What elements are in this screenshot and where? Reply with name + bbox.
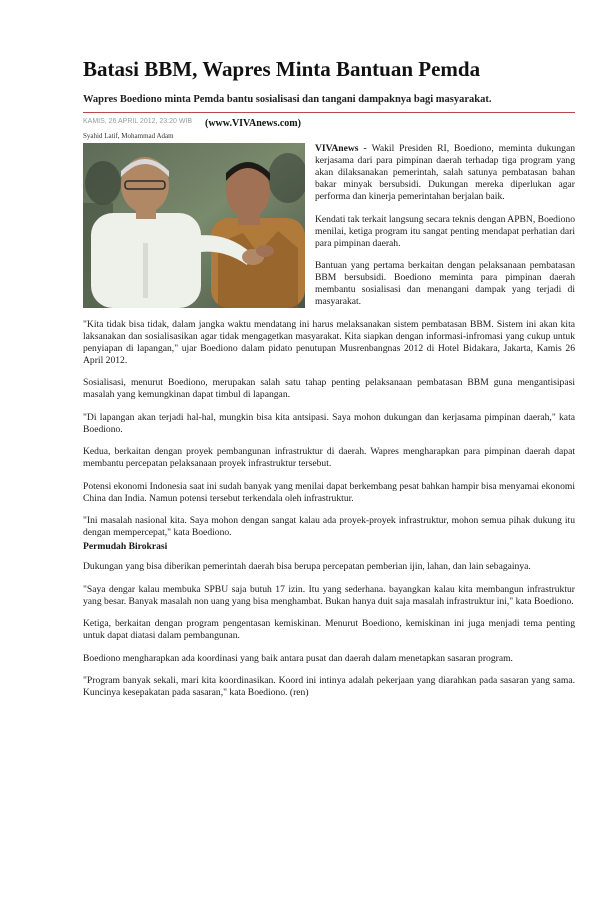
paragraph-4: "Kita tidak bisa tidak, dalam jangka waktu mendatang ini harus melaksanakan sistem pembatasan BBM. Sistem ini akan kita laksanakan dan sosialisasikan agar tidak mengagetkan masyarakat. Kita siapkan dengan informasi-infromasi yang cukup untuk penyiapan di lapangan," ujar Boediono dalam pidato penutupan Musrenbangnas 2012 di Hotel Bidakara, Jakarta, Kamis 26 April 2012. (83, 318, 575, 366)
paragraph-7: Kedua, berkaitan dengan proyek pembangunan infrastruktur di daerah. Wapres mengharapkan para pimpinan daerah dapat membantu percepatan pelaksanaan proyek infrastruktur tersebut. (83, 446, 575, 469)
paragraph-12: Ketiga, berkaitan dengan program pengentasan kemiskinan. Menurut Boediono, kemiskinan ini juga menjadi tema penting untuk dapat diatasi dalam pembangunan. (83, 618, 575, 641)
paragraph-5: Sosialisasi, menurut Boediono, merupakan salah satu tahap penting pelaksanaan pembatasan BBM guna mengantisipasi masalah yang kemungkinan dapat timbul di lapangan. (83, 377, 575, 400)
paragraph-10: Dukungan yang bisa diberikan pemerintah daerah bisa berupa percepatan pemberian ijin, lahan, dan lain sebagainya. (83, 561, 531, 572)
paragraph-11: "Saya dengar kalau membuka SPBU saja butuh 17 izin. Itu yang sederhana. bayangkan kalau kita membangun infrastruktur yang besar. Banyak masalah non uang yang bisa menghambat. Bukan hanya duit saja masalah infrastruktur ini," kata Boediono. (83, 583, 575, 607)
paragraph-6: "Di lapangan akan terjadi hal-hal, mungkin bisa kita antsipasi. Saya mohon dukungan dan kerjasama pimpinan daerah," kata Boediono. (83, 411, 575, 435)
paragraph-3: Bantuan yang pertama berkaitan dengan pelaksanaan pembatasan BBM bersubsidi. Boediono meminta para pimpinan daerah membantu sosialisasi dan menangani dampak yang terjadi di masyarakat. (315, 260, 575, 307)
paragraph-14: "Program banyak sekali, mari kita koordinasikan. Koord ini intinya adalah pekerjaan yang diarahkan pada sasaran yang sama. Kuncinya kesepakatan pada sasaran," kata Boediono. (ren) (83, 675, 575, 698)
paragraph-9: "Ini masalah nasional kita. Saya mohon dengan sangat kalau ada proyek-proyek infrastruktur, mohon semua pihak dukung itu dengan mempercepat," kata Boediono. (83, 515, 575, 538)
paragraph-13: Boediono mengharapkan ada koordinasi yang baik antara pusat dan daerah dalam menetapkan sasaran program. (83, 652, 513, 664)
header-divider (83, 112, 575, 113)
paragraph-8: Potensi ekonomi Indonesia saat ini sudah banyak yang menilai dapat berkembang pesat bahkan hampir bisa menyamai ekonomi China dan India. Namun potensi tersebut terkendala oleh infrastruktur. (83, 480, 575, 504)
lead-text: Wakil Presiden RI, Boediono, meminta dukungan kerjasama dari para pimpinan daerah terhadap tiga program yang akan dilaksanakan pemerintah, salah satunya pembatasan bahan bakar minyak bersubsidi. Dukungan mereka diperlukan agar performa dan kinerja pemerintahan berjalan baik. (315, 143, 575, 202)
section-subheading: Permudah Birokrasi (83, 541, 168, 552)
publish-date: KAMIS, 26 APRIL 2012, 23:20 WIB (83, 118, 193, 125)
article-subhead: Wapres Boediono minta Pemda bantu sosialisasi dan tangani dampaknya bagi masyarakat. (83, 94, 492, 105)
lead-label: VIVAnews - (315, 143, 372, 154)
photo-spacer (83, 143, 305, 311)
article-body (83, 143, 575, 710)
source-label: (www.VIVAnews.com) (205, 118, 301, 129)
article-headline: Batasi BBM, Wapres Minta Bantuan Pemda (83, 57, 481, 81)
paragraph-2: Kendati tak terkait langsung secara teknis dengan APBN, Boediono menilai, ketiga program itu sangat penting mendapat perhatian dari para pimpinan daerah. (315, 213, 575, 249)
byline: Syahid Latif, Mohammad Adam (83, 132, 174, 140)
